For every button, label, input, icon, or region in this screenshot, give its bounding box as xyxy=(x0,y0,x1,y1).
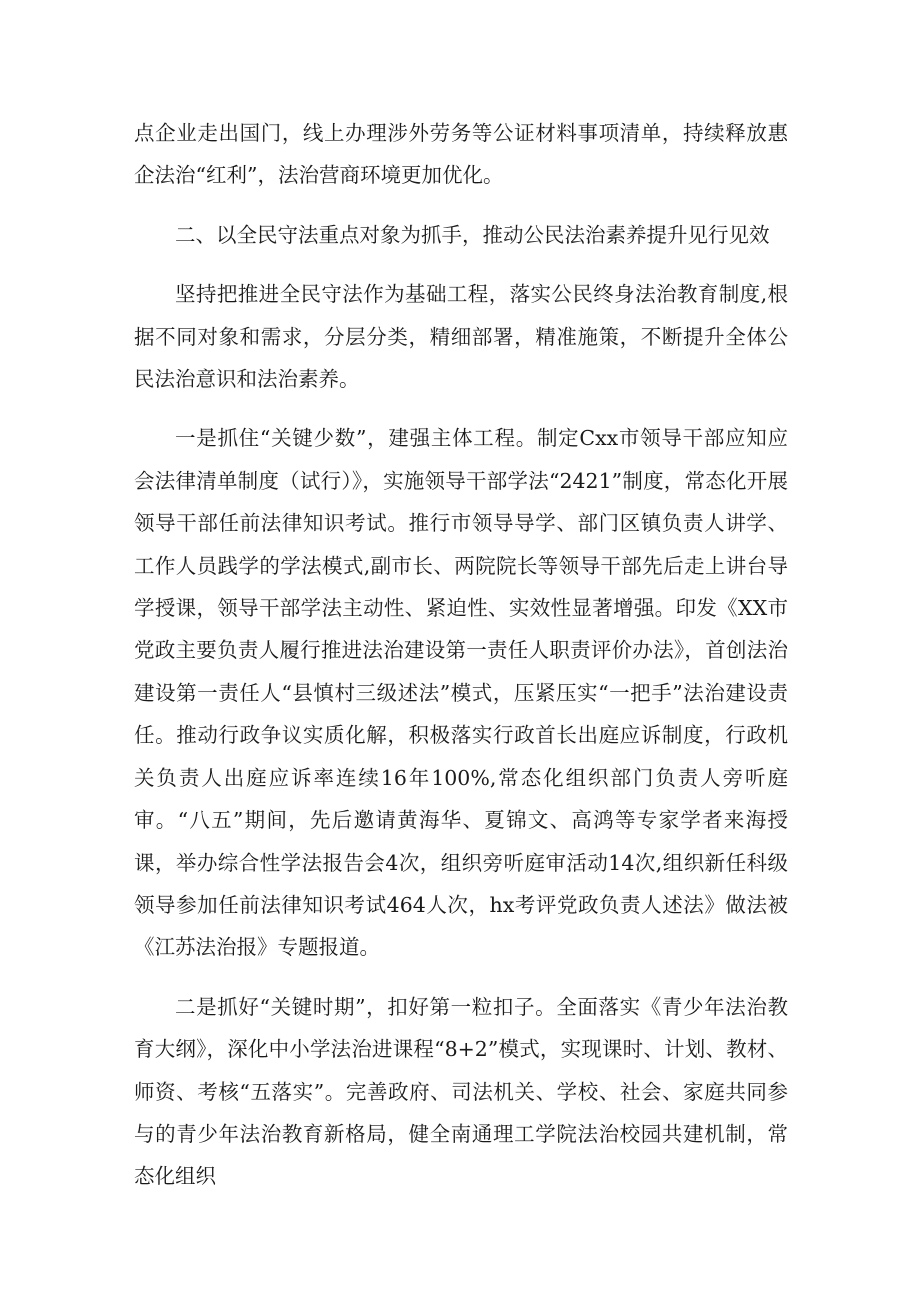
paragraph-key-period: 二是抓好“关键时期”，扣好第一粒扣子。全面落实《青少年法治教育大纲》，深化中小学法治进课程“8+2”模式，实现课时、计划、教材、师资、考核“五落实”。完善政府、司法机关、学校、社会、家庭共同参与的青少年法治教育新格局，健全南通理工学院法治校园共建机制，常态化组织 xyxy=(134,994,788,1189)
document-body xyxy=(134,112,788,1215)
paragraph-continuation: 点企业走出国门，线上办理涉外劳务等公证材料事项清单，持续释放惠企法治“红利”，法治营商环境更加优化。 xyxy=(134,121,788,188)
section-heading: 二、以全民守法重点对象为抓手，推动公民法治素养提升见行见效 xyxy=(175,222,770,247)
paragraph-key-minority: 一是抓住“关键少数”，建强主体工程。制定Cxx市领导干部应知应会法律清单制度（试行）》，实施领导干部学法“2421”制度，常态化开展领导干部任前法律知识考试。推行市领导导学、部门区镇负责人讲学、工作人员践学的学法模式,副市长、两院院长等领导干部先后走上讲台导学授课，领导干部学法主动性、紧迫性、实效性显著增强。印发《XX市党政主要负责人履行推进法治建设第一责任人职责评价办法》，首创法治建设第一责任人“县慎村三级述法”模式，压紧压实“一把手”法治建设责任。推动行政争议实质化解，积极落实行政首长出庭应诉制度，行政机关负责人出庭应诉率连续16年100%,常态化组织部门负责人旁听庭审。“八五”期间，先后邀请黄海华、夏锦文、高鸿等专家学者来海授课，举办综合性学法报告会4次，组织旁听庭审活动14次,组织新任科级领导参加任前法律知识考试464人次，hx考评党政负责人述法》做法被《江苏法治报》专题报道。 xyxy=(134,426,788,960)
paragraph-intro: 坚持把推进全民守法作为基础工程，落实公民终身法治教育制度,根据不同对象和需求，分层分类，精细部署，精准施策，不断提升全体公民法治意识和法治素养。 xyxy=(134,282,788,392)
